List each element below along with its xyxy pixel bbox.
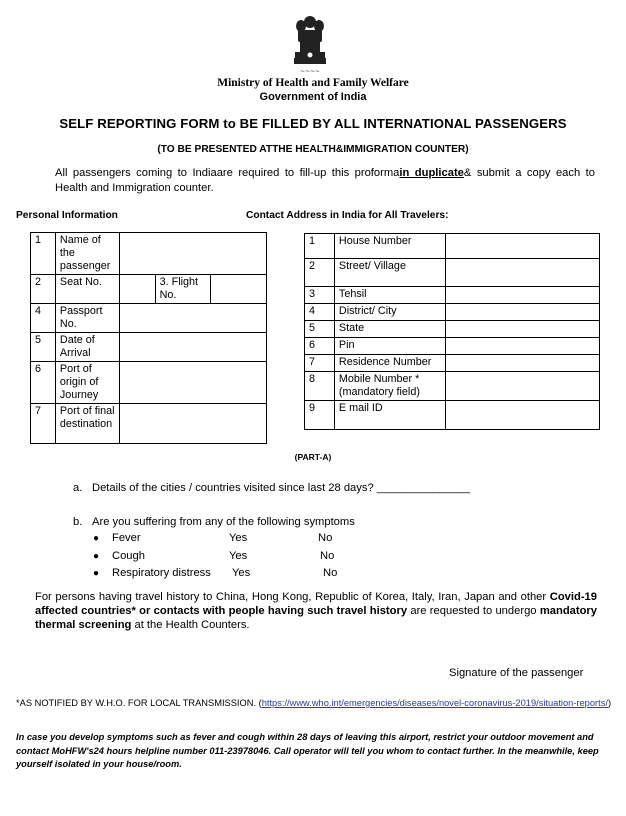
row-label: House Number xyxy=(334,234,445,259)
table-row xyxy=(305,304,600,321)
question-b: Are you suffering from any of the following symptoms xyxy=(92,516,355,528)
screening-note xyxy=(35,590,597,632)
ministry-name: Ministry of Health and Family Welfare xyxy=(217,77,409,89)
question-a: Details of the cities / countries visited since last 28 days? _______________ xyxy=(92,482,471,494)
table-row xyxy=(31,275,267,304)
symptom-no-option[interactable]: No xyxy=(323,567,338,579)
government-name: Government of India xyxy=(259,91,367,103)
personal-info-table xyxy=(30,232,267,444)
seat-number-field[interactable] xyxy=(119,275,155,304)
svg-text:~~~~: ~~~~ xyxy=(299,68,321,75)
contact-address-heading: Contact Address in India for All Travelers: xyxy=(246,210,449,221)
row-label: Port of origin of Journey xyxy=(55,362,119,404)
arrival-date-field[interactable] xyxy=(119,333,266,362)
email-field[interactable] xyxy=(445,401,599,430)
symptom-yes-option[interactable]: Yes xyxy=(229,550,248,562)
symptom-name: Fever xyxy=(112,532,141,544)
row-number: 3 xyxy=(305,287,335,304)
table-row xyxy=(31,404,267,444)
table-row xyxy=(305,321,600,338)
table-row xyxy=(305,259,600,287)
passenger-name-field[interactable] xyxy=(119,233,266,275)
bullet-icon: ● xyxy=(93,551,100,562)
table-row xyxy=(305,401,600,430)
table-row xyxy=(31,233,267,275)
footnote-text: *AS NOTIFIED BY W.H.O. FOR LOCAL TRANSMISSION. ( xyxy=(16,698,262,708)
personal-info-heading: Personal Information xyxy=(16,210,118,221)
row-label: District/ City xyxy=(334,304,445,321)
row-label: Name of the passenger xyxy=(55,233,119,275)
question-b-letter: b. xyxy=(73,516,83,528)
table-row xyxy=(305,338,600,355)
row-label: Mobile Number * (mandatory field) xyxy=(334,372,445,401)
row-label: Seat No. xyxy=(55,275,119,304)
bullet-icon: ● xyxy=(93,533,100,544)
intro-paragraph xyxy=(55,166,595,195)
row-number: 2 xyxy=(31,275,56,304)
row-number: 4 xyxy=(305,304,335,321)
who-situation-reports-link[interactable]: https://www.who.int/emergencies/diseases/novel-coronavirus-2019/situation-reports/ xyxy=(261,698,608,708)
row-number: 5 xyxy=(31,333,56,362)
symptom-name: Respiratory distress xyxy=(112,567,211,579)
helpline-advice: In case you develop symptoms such as fever and cough within 28 days of leaving this airport, restrict your outdoor movement and contact MoHFW's24 hours helpline number 011-23978046. Call operator will tell you whom to contact further. In the meanwhile, keep yourself isolated in your house/room. xyxy=(16,732,599,769)
note-bold-2: mandatory thermal screening xyxy=(35,605,598,631)
row-label: Port of final destination xyxy=(55,404,119,444)
row-number: 4 xyxy=(31,304,56,333)
national-emblem-icon xyxy=(290,14,330,76)
table-row xyxy=(305,372,600,401)
district-city-field[interactable] xyxy=(445,304,599,321)
row-number: 8 xyxy=(305,372,335,401)
tehsil-field[interactable] xyxy=(445,287,599,304)
contact-address-table xyxy=(304,233,600,430)
row-label: Passport No. xyxy=(55,304,119,333)
part-a-label: (PART-A) xyxy=(294,452,332,462)
row-number: 7 xyxy=(305,355,335,372)
row-label: Residence Number xyxy=(334,355,445,372)
who-footnote xyxy=(16,697,616,711)
row-label: Pin xyxy=(334,338,445,355)
row-number: 7 xyxy=(31,404,56,444)
note-bold-1: Covid-19 affected countries* or contacts with people having such travel history xyxy=(35,591,597,617)
row-label: Street/ Village xyxy=(334,259,445,287)
row-label: 3. Flight No. xyxy=(155,275,211,304)
row-label: Tehsil xyxy=(334,287,445,304)
final-destination-field[interactable] xyxy=(119,404,266,444)
mobile-number-field[interactable] xyxy=(445,372,599,401)
table-row xyxy=(305,287,600,304)
row-number: 1 xyxy=(305,234,335,259)
symptom-yes-option[interactable]: Yes xyxy=(232,567,251,579)
form-subtitle: (TO BE PRESENTED ATTHE HEALTH&IMMIGRATION COUNTER) xyxy=(157,144,469,155)
row-number: 9 xyxy=(305,401,335,430)
house-number-field[interactable] xyxy=(445,234,599,259)
bullet-icon: ● xyxy=(93,568,100,579)
passport-number-field[interactable] xyxy=(119,304,266,333)
intro-emphasis: in duplicate xyxy=(399,167,464,179)
row-number: 6 xyxy=(305,338,335,355)
row-number: 2 xyxy=(305,259,335,287)
symptom-name: Cough xyxy=(112,550,145,562)
row-label: Date of Arrival xyxy=(55,333,119,362)
symptom-no-option[interactable]: No xyxy=(318,532,333,544)
row-label: E mail ID xyxy=(334,401,445,430)
table-row xyxy=(31,362,267,404)
pin-field[interactable] xyxy=(445,338,599,355)
signature-label: Signature of the passenger xyxy=(449,667,584,679)
symptom-no-option[interactable]: No xyxy=(320,550,335,562)
flight-number-field[interactable] xyxy=(211,275,267,304)
residence-number-field[interactable] xyxy=(445,355,599,372)
footnote-suffix: ) xyxy=(607,698,612,708)
table-row xyxy=(305,355,600,372)
row-number: 6 xyxy=(31,362,56,404)
note-text-1: For persons having travel history to China, Hong Kong, Republic of Korea, Italy, Iran, Japan and other xyxy=(35,591,550,603)
question-a-letter: a. xyxy=(73,482,83,494)
street-village-field[interactable] xyxy=(445,259,599,287)
port-of-origin-field[interactable] xyxy=(119,362,266,404)
row-number: 1 xyxy=(31,233,56,275)
symptom-yes-option[interactable]: Yes xyxy=(229,532,248,544)
table-row xyxy=(31,304,267,333)
note-text-2: are requested to undergo xyxy=(407,605,540,617)
intro-text-2: & submit a copy each to Health and Immigration counter. xyxy=(55,167,595,194)
intro-text-1: All passengers coming to Indiaare required to fill-up this proforma xyxy=(55,167,400,179)
table-row xyxy=(305,234,600,259)
row-number: 5 xyxy=(305,321,335,338)
form-title: SELF REPORTING FORM to BE FILLED BY ALL INTERNATIONAL PASSENGERS xyxy=(59,116,567,131)
table-row xyxy=(31,333,267,362)
state-field[interactable] xyxy=(445,321,599,338)
note-text-3: at the Health Counters. xyxy=(131,619,250,631)
row-label: State xyxy=(334,321,445,338)
